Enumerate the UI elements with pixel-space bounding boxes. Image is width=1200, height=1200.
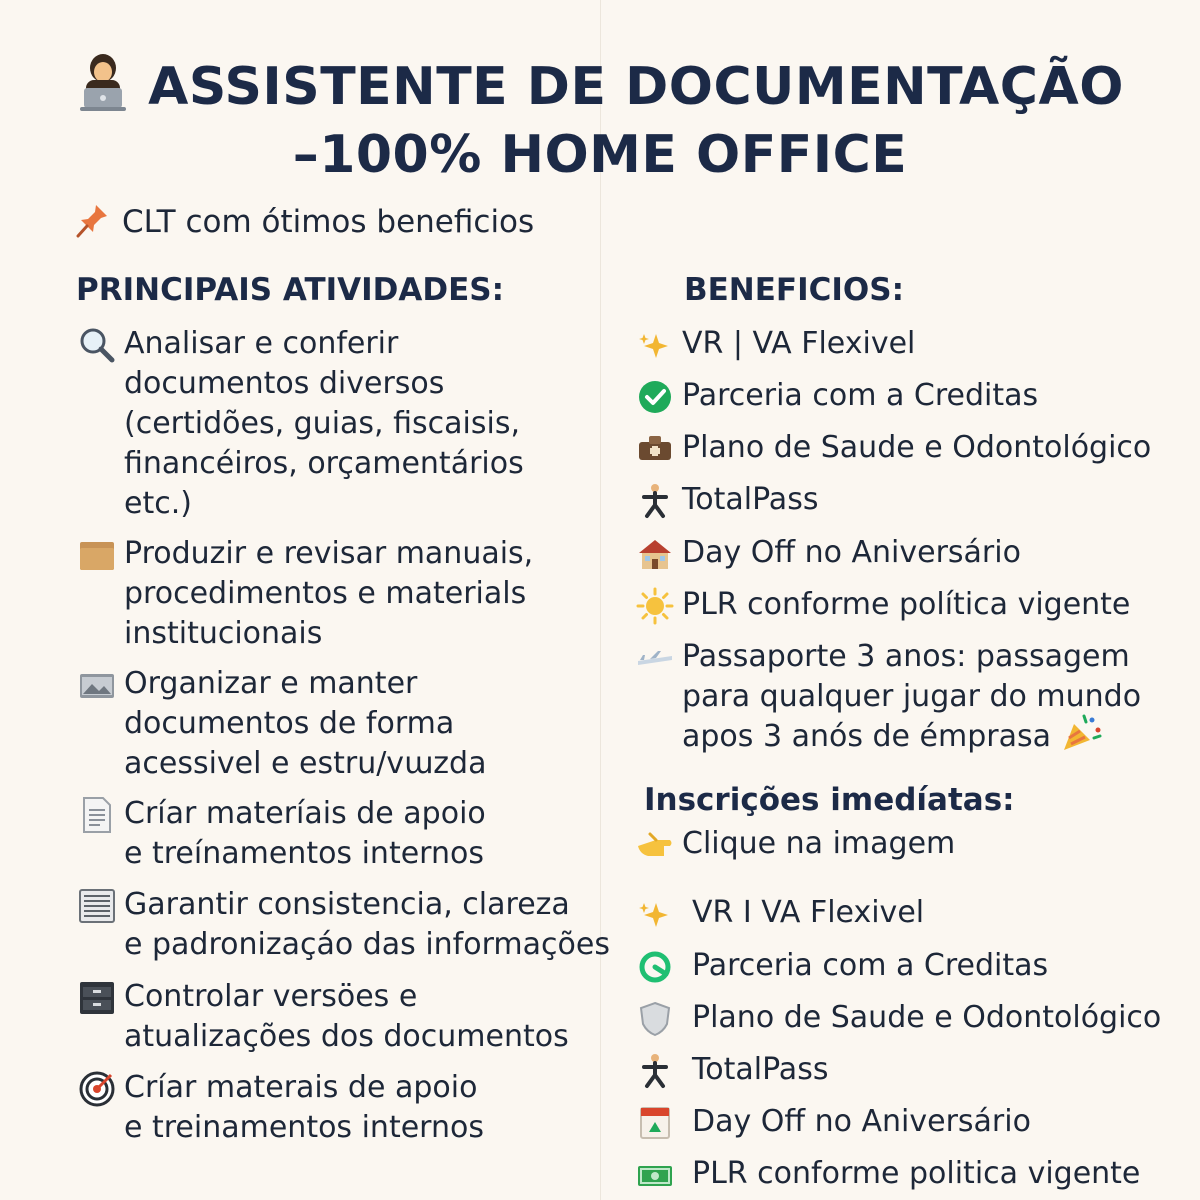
activity-item-3: Organizar e manter documentos de forma acessivel e estru/vɯzda	[78, 664, 486, 784]
green-ring-icon	[636, 948, 674, 986]
check-circle-icon	[636, 378, 674, 416]
document-icon	[78, 796, 116, 834]
benefit2-item-6: PLR conforme politica vigente	[636, 1154, 1140, 1194]
target-icon	[78, 1070, 116, 1108]
activity-item-4: Críar materíais de apoio e treínamentos internos	[78, 794, 486, 874]
running-person-icon	[636, 482, 674, 520]
sparkles-icon	[636, 895, 674, 933]
picture-folder-icon	[78, 666, 116, 704]
pointing-hand-icon	[636, 826, 674, 864]
activity-item-2: Produzir e revisar manuais, procedimentos e materials institucionais	[78, 534, 533, 654]
title-line-2: –100% HOME OFFICE	[292, 125, 908, 185]
running-person-icon	[636, 1052, 674, 1090]
benefit-item-1: VR | VA Flexivel	[636, 324, 915, 364]
click-image-cta[interactable]: Clique na imagem	[636, 826, 955, 864]
inscricoes-heading: Inscrições imedíatas:	[644, 782, 1015, 818]
title-line-1: ASSISTENTE DE DOCUMENTAÇÃO	[0, 52, 1200, 121]
benefit2-item-4: TotalPass	[636, 1050, 828, 1090]
benefit-item-7: Passaporte 3 anos: passagem para qualquer jugar do mundo apos 3 anós de émprasa	[636, 637, 1141, 757]
magnifier-icon	[78, 326, 116, 364]
pin-icon	[76, 202, 110, 238]
lines-list-icon	[78, 887, 116, 925]
benefit2-item-2: Parceria com a Creditas	[636, 946, 1048, 986]
health-kit-icon	[636, 430, 674, 468]
shield-icon	[636, 1000, 674, 1038]
benefit-item-2: Parceria com a Creditas	[636, 376, 1038, 416]
sun-icon	[636, 587, 674, 625]
benefit-item-3: Plano de Saude e Odontológico	[636, 428, 1151, 468]
activity-item-7: Críar materais de apoio e treinamentos internos	[78, 1068, 484, 1148]
money-icon	[636, 1156, 674, 1194]
folder-icon	[78, 536, 116, 574]
activity-item-1: Analisar e conferir documentos diversos (certidões, guias, fiscaisis, financéiros, orçamentários etc.)	[78, 324, 524, 524]
clt-line: CLT com ótimos beneficios	[76, 202, 534, 240]
file-cabinet-icon	[78, 979, 116, 1017]
benefit2-item-3: Plano de Saude e Odontológico	[636, 998, 1161, 1038]
benefit-item-6: PLR conforme política vigente	[636, 585, 1130, 625]
benefit-item-5: Day Off no Aniversário	[636, 533, 1021, 573]
party-popper-icon	[1060, 712, 1102, 754]
benefits-heading: BENEFICIOS:	[684, 272, 904, 308]
sparkles-icon	[636, 326, 674, 364]
person-laptop-icon	[76, 52, 130, 112]
benefit2-item-1: VR I VA Flexivel	[636, 893, 924, 933]
benefit-item-4: TotalPass	[636, 480, 818, 520]
calendar-icon	[636, 1104, 674, 1142]
activities-heading: PRINCIPAIS ATIVIDADES:	[76, 272, 505, 308]
activity-item-6: Controlar versöes e atualizações dos documentos	[78, 977, 569, 1057]
page-title	[0, 52, 1200, 189]
benefit2-item-5: Day Off no Aniversário	[636, 1102, 1031, 1142]
house-icon	[636, 535, 674, 573]
activity-item-5: Garantir consistencia, clareza e padronizaçáo das informações	[78, 885, 610, 965]
airplane-icon	[636, 639, 674, 677]
